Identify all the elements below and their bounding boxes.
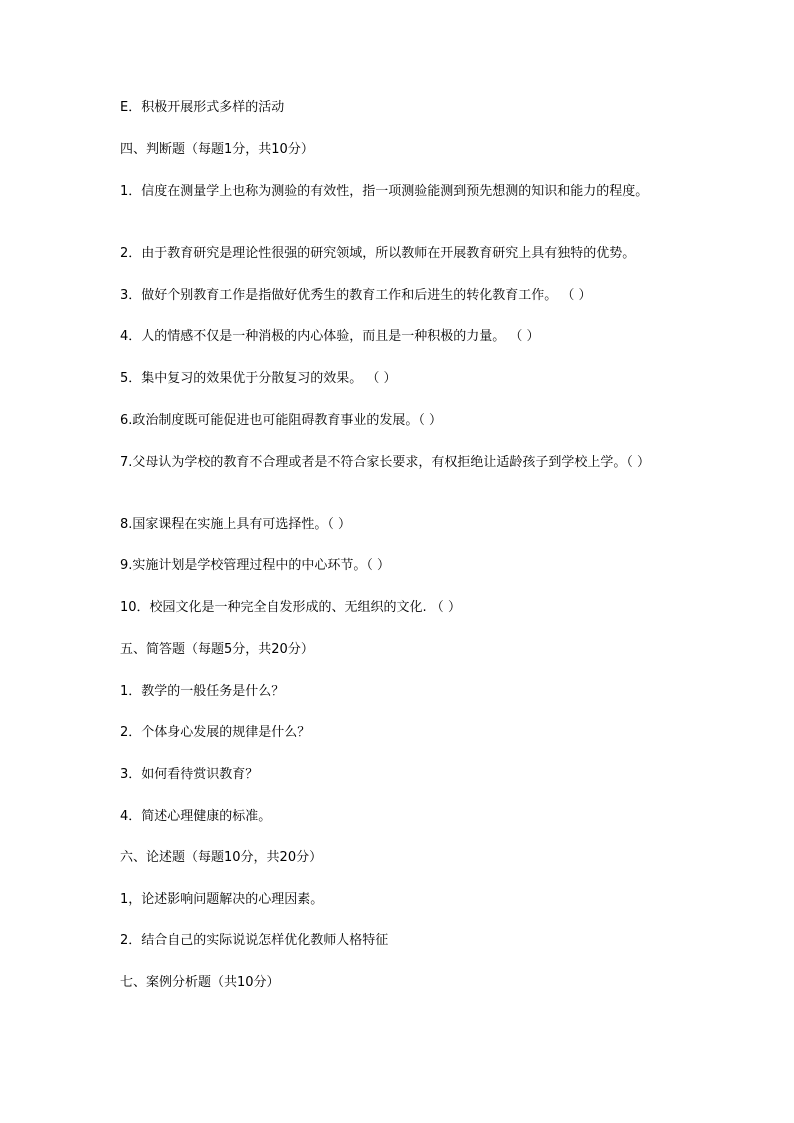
short-answer-3: 3．如何看待赏识教育？ [120, 767, 259, 782]
section-6-heading: 六、论述题（每题10分，共20分） [120, 850, 323, 865]
section-4-heading: 四、判断题（每题1分，共10分） [120, 142, 314, 157]
section-5-heading: 五、简答题（每题5分，共20分） [120, 642, 314, 657]
judgment-question-9: 9.实施计划是学校管理过程中的中心环节。（ ） [120, 558, 391, 573]
judgment-question-10: 10．校园文化是一种完全自发形成的、无组织的文化. （ ） [120, 600, 461, 615]
essay-question-1: 1，论述影响问题解决的心理因素。 [120, 892, 324, 907]
essay-question-2: 2．结合自己的实际说说怎样优化教师人格特征 [120, 933, 389, 948]
judgment-question-5: 5．集中复习的效果优于分散复习的效果。 （ ） [120, 371, 397, 386]
judgment-question-1: 1．信度在测量学上也称为测验的有效性，指一项测验能测到预先想测的知识和能力的程度。 [120, 184, 649, 199]
section-7-heading: 七、案例分析题（共10分） [120, 975, 280, 990]
judgment-question-7: 7.父母认为学校的教育不合理或者是不符合家长要求，有权拒绝让适龄孩子到学校上学。（ ） [120, 455, 651, 470]
short-answer-2: 2．个体身心发展的规律是什么？ [120, 725, 311, 740]
judgment-question-8: 8.国家课程在实施上具有可选择性。（ ） [120, 517, 352, 532]
judgment-question-6: 6.政治制度既可能促进也可能阻碍教育事业的发展。（ ） [120, 413, 443, 428]
short-answer-1: 1．教学的一般任务是什么？ [120, 684, 285, 699]
option-e: E．积极开展形式多样的活动 [120, 100, 285, 115]
judgment-question-2: 2．由于教育研究是理论性很强的研究领域，所以教师在开展教育研究上具有独特的优势。 [120, 246, 636, 261]
judgment-question-4: 4．人的情感不仅是一种消极的内心体验，而且是一种积极的力量。 （ ） [120, 329, 540, 344]
judgment-question-3: 3．做好个别教育工作是指做好优秀生的教育工作和后进生的转化教育工作。 （ ） [120, 288, 592, 303]
short-answer-4: 4．简述心理健康的标准。 [120, 809, 272, 824]
